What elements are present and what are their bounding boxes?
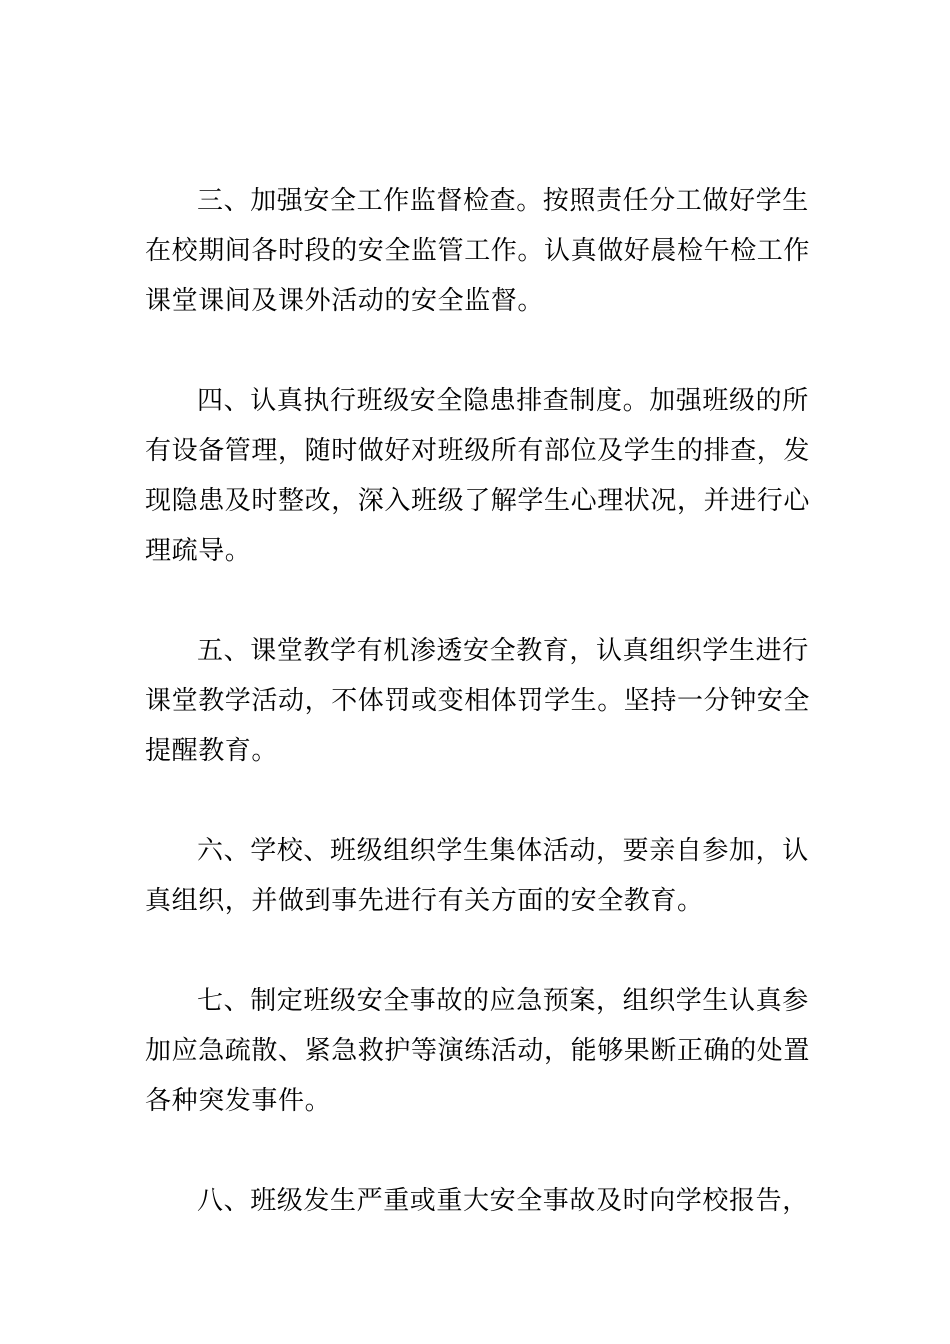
text-line: 四、认真执行班级安全隐患排查制度。加强班级的所 xyxy=(197,386,809,416)
document-body xyxy=(145,176,811,1276)
paragraph-3 xyxy=(145,176,811,326)
paragraph-6 xyxy=(145,826,811,926)
text-line: 真组织，并做到事先进行有关方面的安全教育。 xyxy=(145,886,704,916)
paragraph-5 xyxy=(145,626,811,776)
paragraph-4 xyxy=(145,376,811,576)
text-line: 八、班级发生严重或重大安全事故及时向学校报告， xyxy=(197,1186,809,1216)
text-line: 六、学校、班级组织学生集体活动，要亲自参加，认 xyxy=(197,836,809,866)
text-line: 各种突发事件。 xyxy=(145,1086,332,1116)
text-line: 七、制定班级安全事故的应急预案，组织学生认真参 xyxy=(197,986,809,1016)
text-line: 加应急疏散、紧急救护等演练活动，能够果断正确的处置 xyxy=(145,1036,811,1066)
text-line: 在校期间各时段的安全监管工作。认真做好晨检午检工作 xyxy=(145,236,811,266)
text-line: 课堂课间及课外活动的安全监督。 xyxy=(145,286,545,316)
text-line: 三、加强安全工作监督检查。按照责任分工做好学生 xyxy=(197,186,809,216)
text-line: 理疏导。 xyxy=(145,536,252,566)
text-line: 五、课堂教学有机渗透安全教育，认真组织学生进行 xyxy=(197,636,809,666)
paragraph-8 xyxy=(145,1176,811,1226)
paragraph-7 xyxy=(145,976,811,1126)
text-line: 现隐患及时整改，深入班级了解学生心理状况，并进行心 xyxy=(145,486,811,516)
text-line: 提醒教育。 xyxy=(145,736,279,766)
text-line: 课堂教学活动，不体罚或变相体罚学生。坚持一分钟安全 xyxy=(145,686,811,716)
text-line: 有设备管理，随时做好对班级所有部位及学生的排查，发 xyxy=(145,436,811,466)
